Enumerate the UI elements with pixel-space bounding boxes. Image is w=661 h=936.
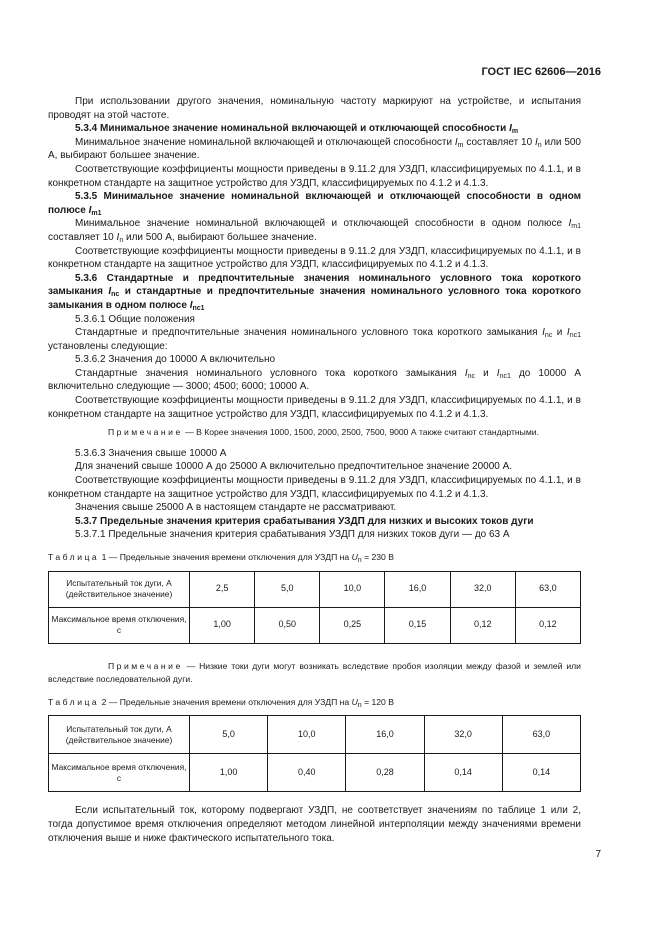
table-row — [49, 716, 581, 754]
subsection-5-3-7-1: 5.3.7.1 Предельные значения критерия срабатывания УЗДП для низких токов дуги — до 63 А — [75, 529, 510, 541]
paragraph-5-3-4-a: Минимальное значение номинальной включающей и отключающей способности $I_m$ составляет 10 $I_n$ или 500 А, выбирают большее значение. — [48, 136, 581, 162]
section-heading-5-3-4: 5.3.4 Минимальное значение номинальной включающей и отключающей способности $I_m$ — [75, 123, 519, 136]
table-cell: 0,12 — [450, 607, 515, 643]
table-cell: 0,40 — [268, 754, 346, 792]
note-korea: Примечание — В Корее значения 1000, 1500, 2000, 2500, 7500, 9000 А также считают стандартными. — [108, 427, 539, 438]
table-row — [49, 571, 581, 607]
subsection-5-3-6-3: 5.3.6.3 Значения свыше 10000 А — [75, 447, 227, 459]
table-cell: 0,14 — [424, 754, 502, 792]
paragraph-5-3-4-b: Соответствующие коэффициенты мощности приведены в 9.11.2 для УЗДП, классифицируемых по 4.1.1, и в конкретном стандарте на защитное устройство для УЗДП, классифицируемых по 4.1.2 и 4.1.3. — [48, 163, 581, 189]
paragraph-5-3-6-2-a: Стандартные значения номинального условного тока короткого замыкания $I_{nc}$ и $I_{nc1}$ до 10000 А включительно следующие — 3000; 4500; 6000; 10000 А. — [48, 367, 581, 393]
table-cell: 16,0 — [385, 571, 450, 607]
paragraph-5-3-6-3-c: Значения свыше 25000 А в настоящем стандарте не рассматривают. — [75, 502, 397, 514]
table-cell: 32,0 — [450, 571, 515, 607]
paragraph-5-3-5-a: Минимальное значение номинальной включающей и отключающей способности в одном полюсе $I_{m1}$ составляет 10 $I_n$ или 500 А, выбирают большее значение. — [48, 218, 581, 244]
table1 — [48, 571, 581, 644]
table-cell: 10,0 — [268, 716, 346, 754]
subsection-5-3-6-2: 5.3.6.2 Значения до 10000 А включительно — [75, 354, 276, 366]
table2 — [48, 715, 581, 792]
page-content — [48, 95, 581, 845]
table-cell: 1,00 — [190, 607, 255, 643]
table-cell: 0,25 — [320, 607, 385, 643]
table-row-header: Максимальное время отключения, с — [49, 754, 190, 792]
paragraph-5-3-6-3-b: Соответствующие коэффициенты мощности приведены в 9.11.2 для УЗДП, классифицируемых по 4.1.1, и в конкретном стандарте на защитное устройство для УЗДП, классифицируемых по 4.1.2 и 4.1.3. — [48, 475, 581, 500]
table-row — [49, 607, 581, 643]
table-cell: 0,12 — [515, 607, 580, 643]
subsection-5-3-6-1: 5.3.6.1 Общие положения — [75, 313, 195, 325]
table-cell: 0,15 — [385, 607, 450, 643]
table-cell: 0,50 — [255, 607, 320, 643]
table-cell: 63,0 — [502, 716, 580, 754]
table-cell: 16,0 — [346, 716, 424, 754]
section-heading-5-3-6: 5.3.6 Стандартные и предпочтительные значения номинального условного тока короткого замыкания $I_{nc}$ и стандартные и предпочтительные значения номинального условного тока короткого замыкания в одном полюсе $I_{nc1}$ — [48, 272, 581, 312]
table-cell: 5,0 — [255, 571, 320, 607]
table-cell: 2,5 — [190, 571, 255, 607]
table-cell: 63,0 — [515, 571, 580, 607]
paragraph-5-3-5-b: Соответствующие коэффициенты мощности приведены в 9.11.2 для УЗДП, классифицируемых по 4.1.1, и в конкретном стандарте на защитное устройство для УЗДП, классифицируемых по 4.1.2 и 4.1.3. — [48, 245, 581, 271]
paragraph-5-3-6-3-a: Для значений свыше 10000 А до 25000 А включительно предпочтительное значение 20000 А. — [75, 461, 513, 473]
table-cell: 0,14 — [502, 754, 580, 792]
table-row-header: Испытательный ток дуги, А (действительное значение) — [49, 716, 190, 754]
note-low-arc-currents: Примечание — Низкие токи дуги могут возникать вследствие пробоя изоляции между фазой и землей или вследствие последовательной дуги. — [48, 660, 581, 685]
page-number: 7 — [595, 849, 601, 860]
section-heading-5-3-5: 5.3.5 Минимальное значение номинальной включающей и отключающей способности в одном полюсе $I_{m1}$ — [48, 191, 581, 217]
paragraph-interpolation: Если испытательный ток, которому подвергают УЗДП, не соответствует значениям по таблице 1 или 2, тогда допустимое время отключения определяют методом линейной интерполяции между значениями времени отключения выше и ниже фактического испытательного тока. — [48, 805, 581, 844]
table-cell: 1,00 — [190, 754, 268, 792]
table1-caption: Таблица 1 — Предельные значения времени отключения для УЗДП на $U_n = 230$ В — [48, 552, 394, 564]
table2-caption: Таблица 2 — Предельные значения времени отключения для УЗДП на $U_n = 120$ В — [48, 696, 394, 709]
section-heading-5-3-7: 5.3.7 Предельные значения критерия срабатывания УЗДП для низких и высоких токов дуги — [75, 515, 534, 527]
paragraph-frequency: При использовании другого значения, номинальную частоту маркируют на устройстве, и испытания проводят на этой частоте. — [48, 96, 581, 121]
table-row-header: Максимальное время отключения, с — [49, 607, 190, 643]
table-cell: 0,28 — [346, 754, 424, 792]
paragraph-5-3-6-1-a: Стандартные и предпочтительные значения номинального условного тока короткого замыкания $I_{nc}$ и $I_{nc1}$ установлены следующие: — [48, 327, 581, 352]
table-cell: 5,0 — [190, 716, 268, 754]
table-cell: 10,0 — [320, 571, 385, 607]
table-row-header: Испытательный ток дуги, А (действительное значение) — [49, 571, 190, 607]
paragraph-5-3-6-2-b: Соответствующие коэффициенты мощности приведены в 9.11.2 для УЗДП, классифицируемых по 4.1.1, и в конкретном стандарте на защитное устройство для УЗДП, классифицируемых по 4.1.2 и 4.1.3. — [48, 395, 581, 420]
table-cell: 32,0 — [424, 716, 502, 754]
table-row — [49, 754, 581, 792]
document-header: ГОСТ IEC 62606—2016 — [481, 66, 601, 78]
